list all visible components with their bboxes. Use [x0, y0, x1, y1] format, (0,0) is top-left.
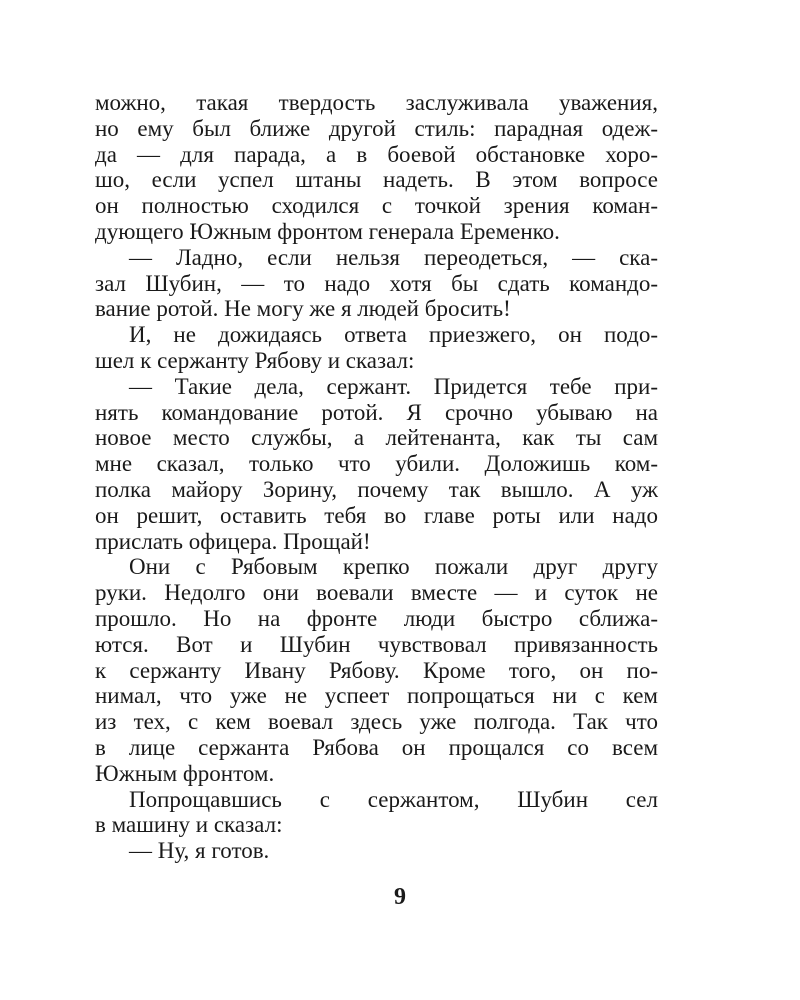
text-line: прислать офицера. Прощай! [95, 528, 371, 554]
text-line: шел к сержанту Рябову и сказал: [95, 347, 415, 373]
text-line: Южным фронтом. [95, 760, 275, 786]
text-line: в лице сержанта Рябова он прощался со всем [95, 734, 658, 760]
text-line: И, не дожидаясь ответа приезжего, он подо- [129, 322, 658, 348]
text-line: новое место службы, а лейтенанта, как ты сам [95, 425, 658, 451]
text-line: к сержанту Ивану Рябову. Кроме того, он по- [95, 657, 658, 683]
text-line: — Такие дела, сержант. Придется тебе при- [129, 373, 658, 399]
text-line: ются. Вот и Шубин чувствовал привязанность [95, 631, 658, 657]
text-line: шо, если успел штаны надеть. В этом вопросе [95, 167, 658, 193]
body-text [95, 90, 658, 864]
text-line: зал Шубин, — то надо хотя бы сдать командо- [95, 270, 658, 296]
text-line: нять командование ротой. Я срочно убываю на [95, 399, 658, 425]
text-line: да — для парада, а в боевой обстановке хоро- [95, 141, 658, 167]
text-line: но ему был ближе другой стиль: парадная одеж- [95, 115, 658, 141]
text-line: он полностью сходился с точкой зрения коман- [95, 193, 658, 219]
text-line: полка майору Зорину, почему так вышло. А уж [95, 476, 658, 502]
text-line: он решит, оставить тебя во главе роты или надо [95, 502, 658, 528]
text-line: мне сказал, только что убили. Доложишь ком- [95, 451, 658, 477]
text-line: из тех, с кем воевал здесь уже полгода. Так что [95, 709, 658, 735]
text-line: нимал, что уже не успеет попрощаться ни с кем [95, 683, 658, 709]
text-line: руки. Недолго они воевали вместе — и суток не [95, 580, 658, 606]
text-line: — Ну, я готов. [129, 838, 270, 864]
text-line: прошло. Но на фронте люди быстро сближа- [95, 605, 658, 631]
page-number: 9 [394, 884, 406, 910]
text-line: вание ротой. Не могу же я людей бросить! [95, 296, 511, 322]
text-line: дующего Южным фронтом генерала Еременко. [95, 218, 560, 244]
text-line: можно, такая твердость заслуживала уважения, [95, 90, 658, 115]
text-line: в машину и сказал: [95, 812, 283, 838]
text-line: — Ладно, если нельзя переодеться, — ска- [129, 244, 658, 270]
text-line: Попрощавшись с сержантом, Шубин сел [129, 786, 658, 812]
text-line: Они с Рябовым крепко пожали друг другу [129, 554, 658, 580]
